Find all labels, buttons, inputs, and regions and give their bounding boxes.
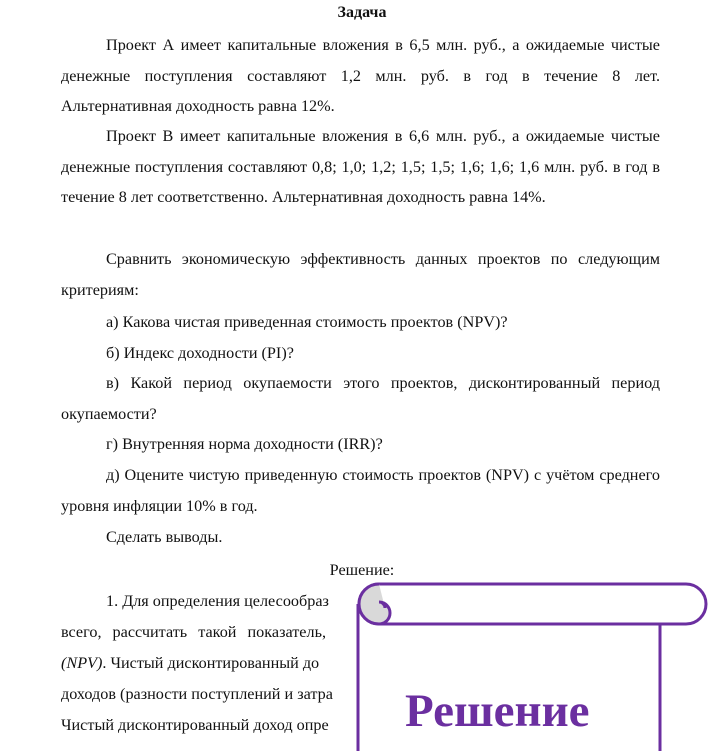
solution-heading: Решение: [329,561,395,579]
sticker-label: Решение [405,685,590,737]
solution-line-1: 1. Для определения целесообраз [106,592,329,610]
solution-scroll-sticker [355,578,724,751]
solution-line-4: доходов (разности поступлений и затра [61,685,333,703]
solution-line-3 [61,648,319,678]
question-a: а) Какова чистая приведенная стоимость проектов (NPV)? [106,313,508,331]
conclusion-line: Сделать выводы. [106,528,223,546]
paragraph-project-a: Проект А имеет капитальные вложения в 6,5 млн. руб., а ожидаемые чистые денежные поступления составляют 1,2 млн. руб. в год в течение 8 лет. Альтернативная доходность равна 12%. [61,36,660,116]
task-title: Задача [337,4,387,21]
question-e: д) Оцените чистую приведенную стоимость проектов (NPV) с учётом среднего уровня инфляции 10% в год. [61,466,660,515]
npv-formula: (NPV) [61,654,103,672]
paragraph-compare: Сравнить экономическую эффективность данных проектов по следующим критериям: [61,250,660,299]
solution-line-5: Чистый дисконтированный доход опре [61,716,329,734]
solution-line-2: всего, рассчитать такой показатель, [61,623,326,641]
solution-line-3-text: . Чистый дисконтированный до [102,654,320,672]
question-c: в) Какой период окупаемости этого проектов, дисконтированный период окупаемости? [61,374,660,423]
question-d: г) Внутренняя норма доходности (IRR)? [106,435,383,453]
question-b: б) Индекс доходности (PI)? [106,344,294,362]
paragraph-project-b: Проект В имеет капитальные вложения в 6,6 млн. руб., а ожидаемые чистые денежные поступления составляют 0,8; 1,0; 1,2; 1,5; 1,5; 1,6; 1,6; 1,6 млн. руб. в год в течение 8 лет соответственно. Альтернативная доходность равна 14%. [61,127,660,207]
